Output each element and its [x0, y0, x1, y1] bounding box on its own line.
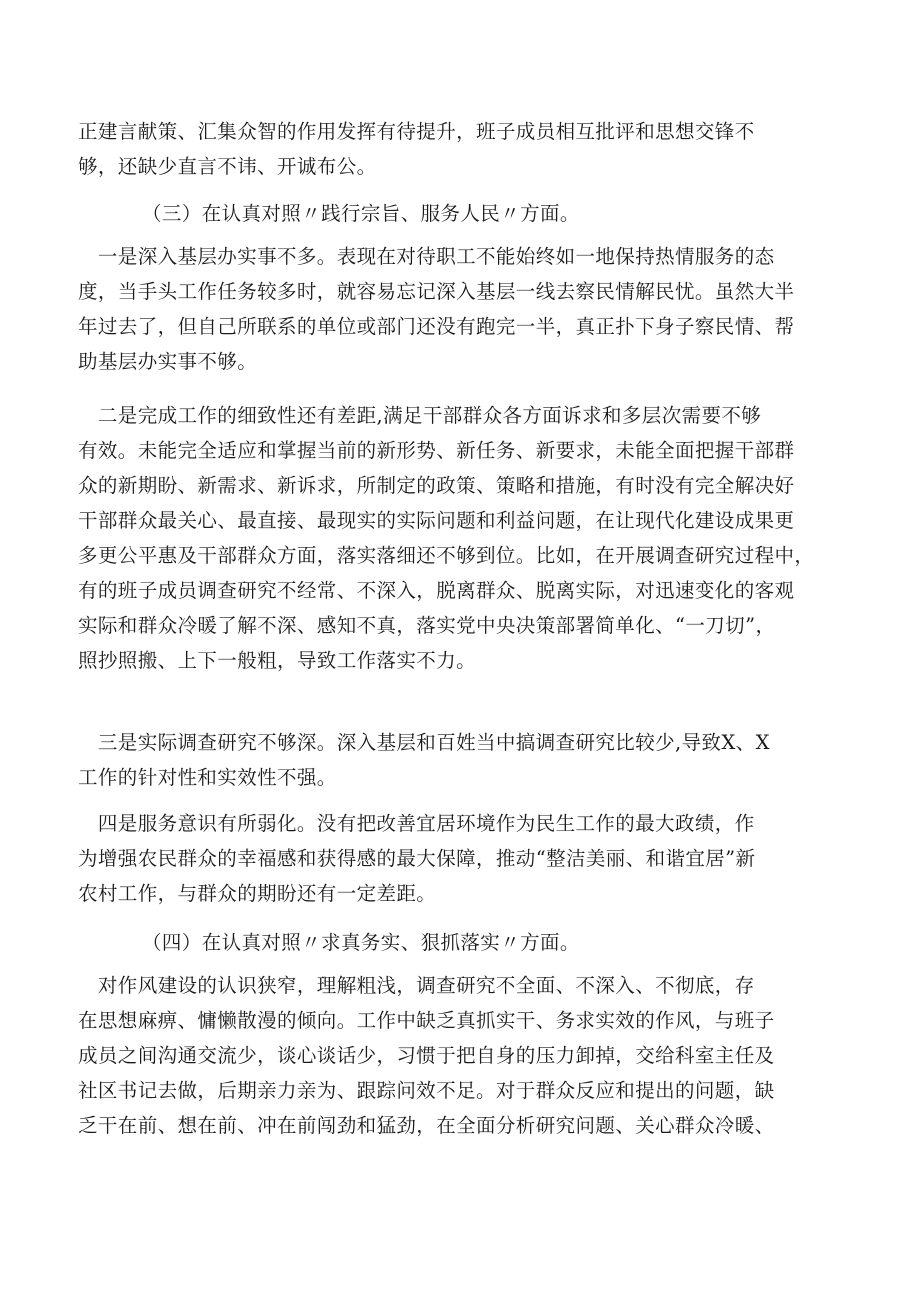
text-line: 三是实际调查研究不够深。深入基层和百姓当中搞调查研究比较少,导致X、X: [78, 731, 770, 754]
text-line: 对作风建设的认识狭窄，理解粗浅，调查研究不全面、不深入、不彻底，存: [78, 974, 755, 997]
paragraph-continuation: [78, 114, 848, 184]
text-line: 照抄照搬、上下一般粗，导致工作落实不力。: [78, 649, 477, 672]
text-line: 社区书记去做，后期亲力亲为、跟踪问效不足。对于群众反应和提出的问题，缺: [78, 1079, 775, 1102]
text-line: 乏干在前、想在前、冲在前闯劲和猛劲，在全面分析研究问题、关心群众冷暖、: [78, 1114, 775, 1137]
text-line: 实际和群众冷暖了解不深、感知不真，落实党中央决策部署简单化、“一刀切”，: [78, 614, 776, 637]
text-line: 一是深入基层办实事不多。表现在对待职工不能始终如一地保持热情服务的态: [78, 245, 775, 268]
text-line: 众的新期盼、新需求、新诉求，所制定的政策、策略和措施，有时没有完全解决好: [78, 474, 795, 497]
paragraph-point-3: [78, 725, 848, 795]
paragraph-point-4: [78, 806, 848, 911]
text-line: 多更公平惠及干部群众方面，落实落细还不够到位。比如，在开展调查研究过程中，: [78, 544, 815, 567]
text-line: 为增强农民群众的幸福感和获得感的最大保障，推动“整洁美丽、和谐宜居”新: [78, 847, 756, 870]
text-line: 四是服务意识有所弱化。没有把改善宜居环境作为民生工作的最大政绩，作: [78, 812, 755, 835]
text-line: 二是完成工作的细致性还有差距,满足干部群众各方面诉求和多层次需要不够: [78, 404, 762, 427]
text-line: 成员之间沟通交流少，谈心谈话少，习惯于把自身的压力卸掉，交给科室主任及: [78, 1044, 775, 1067]
text-line: 农村工作，与群众的期盼还有一定差距。: [78, 882, 437, 905]
paragraph-point-1: [78, 239, 848, 379]
text-line: 够，还缺少直言不讳、开诚布公。: [78, 155, 377, 178]
text-line: 工作的针对性和实效性不强。: [78, 766, 337, 789]
text-line: 有的班子成员调查研究不经常、不深入，脱离群众、脱离实际，对迅速变化的客观: [78, 579, 795, 602]
text-line: 在思想麻痹、慵懒散漫的倾向。工作中缺乏真抓实干、务求实效的作风，与班子: [78, 1009, 775, 1032]
section-3-heading: [78, 196, 848, 231]
paragraph-point-2: [78, 398, 848, 678]
text-line: 年过去了，但自己所联系的单位或部门还没有跑完一半，真正扑下身子察民情、帮: [78, 315, 795, 338]
section-4-heading: [78, 925, 848, 960]
heading-text: （四）在认真对照〃求真务实、狠抓落实〃方面。: [142, 931, 580, 954]
paragraph-section-4-body: [78, 968, 848, 1143]
text-line: 正建言献策、汇集众智的作用发挥有待提升，班子成员相互批评和思想交锋不: [78, 120, 755, 143]
text-line: 干部群众最关心、最直接、最现实的实际问题和利益问题，在让现代化建设成果更: [78, 509, 795, 532]
text-line: 有效。未能完全适应和掌握当前的新形势、新任务、新要求，未能全面把握干部群: [78, 439, 795, 462]
text-line: 度，当手头工作任务较多时，就容易忘记深入基层一线去察民情解民忧。虽然大半: [78, 280, 795, 303]
text-line: 助基层办实事不够。: [78, 350, 258, 373]
heading-text: （三）在认真对照〃践行宗旨、服务人民〃方面。: [142, 202, 580, 225]
